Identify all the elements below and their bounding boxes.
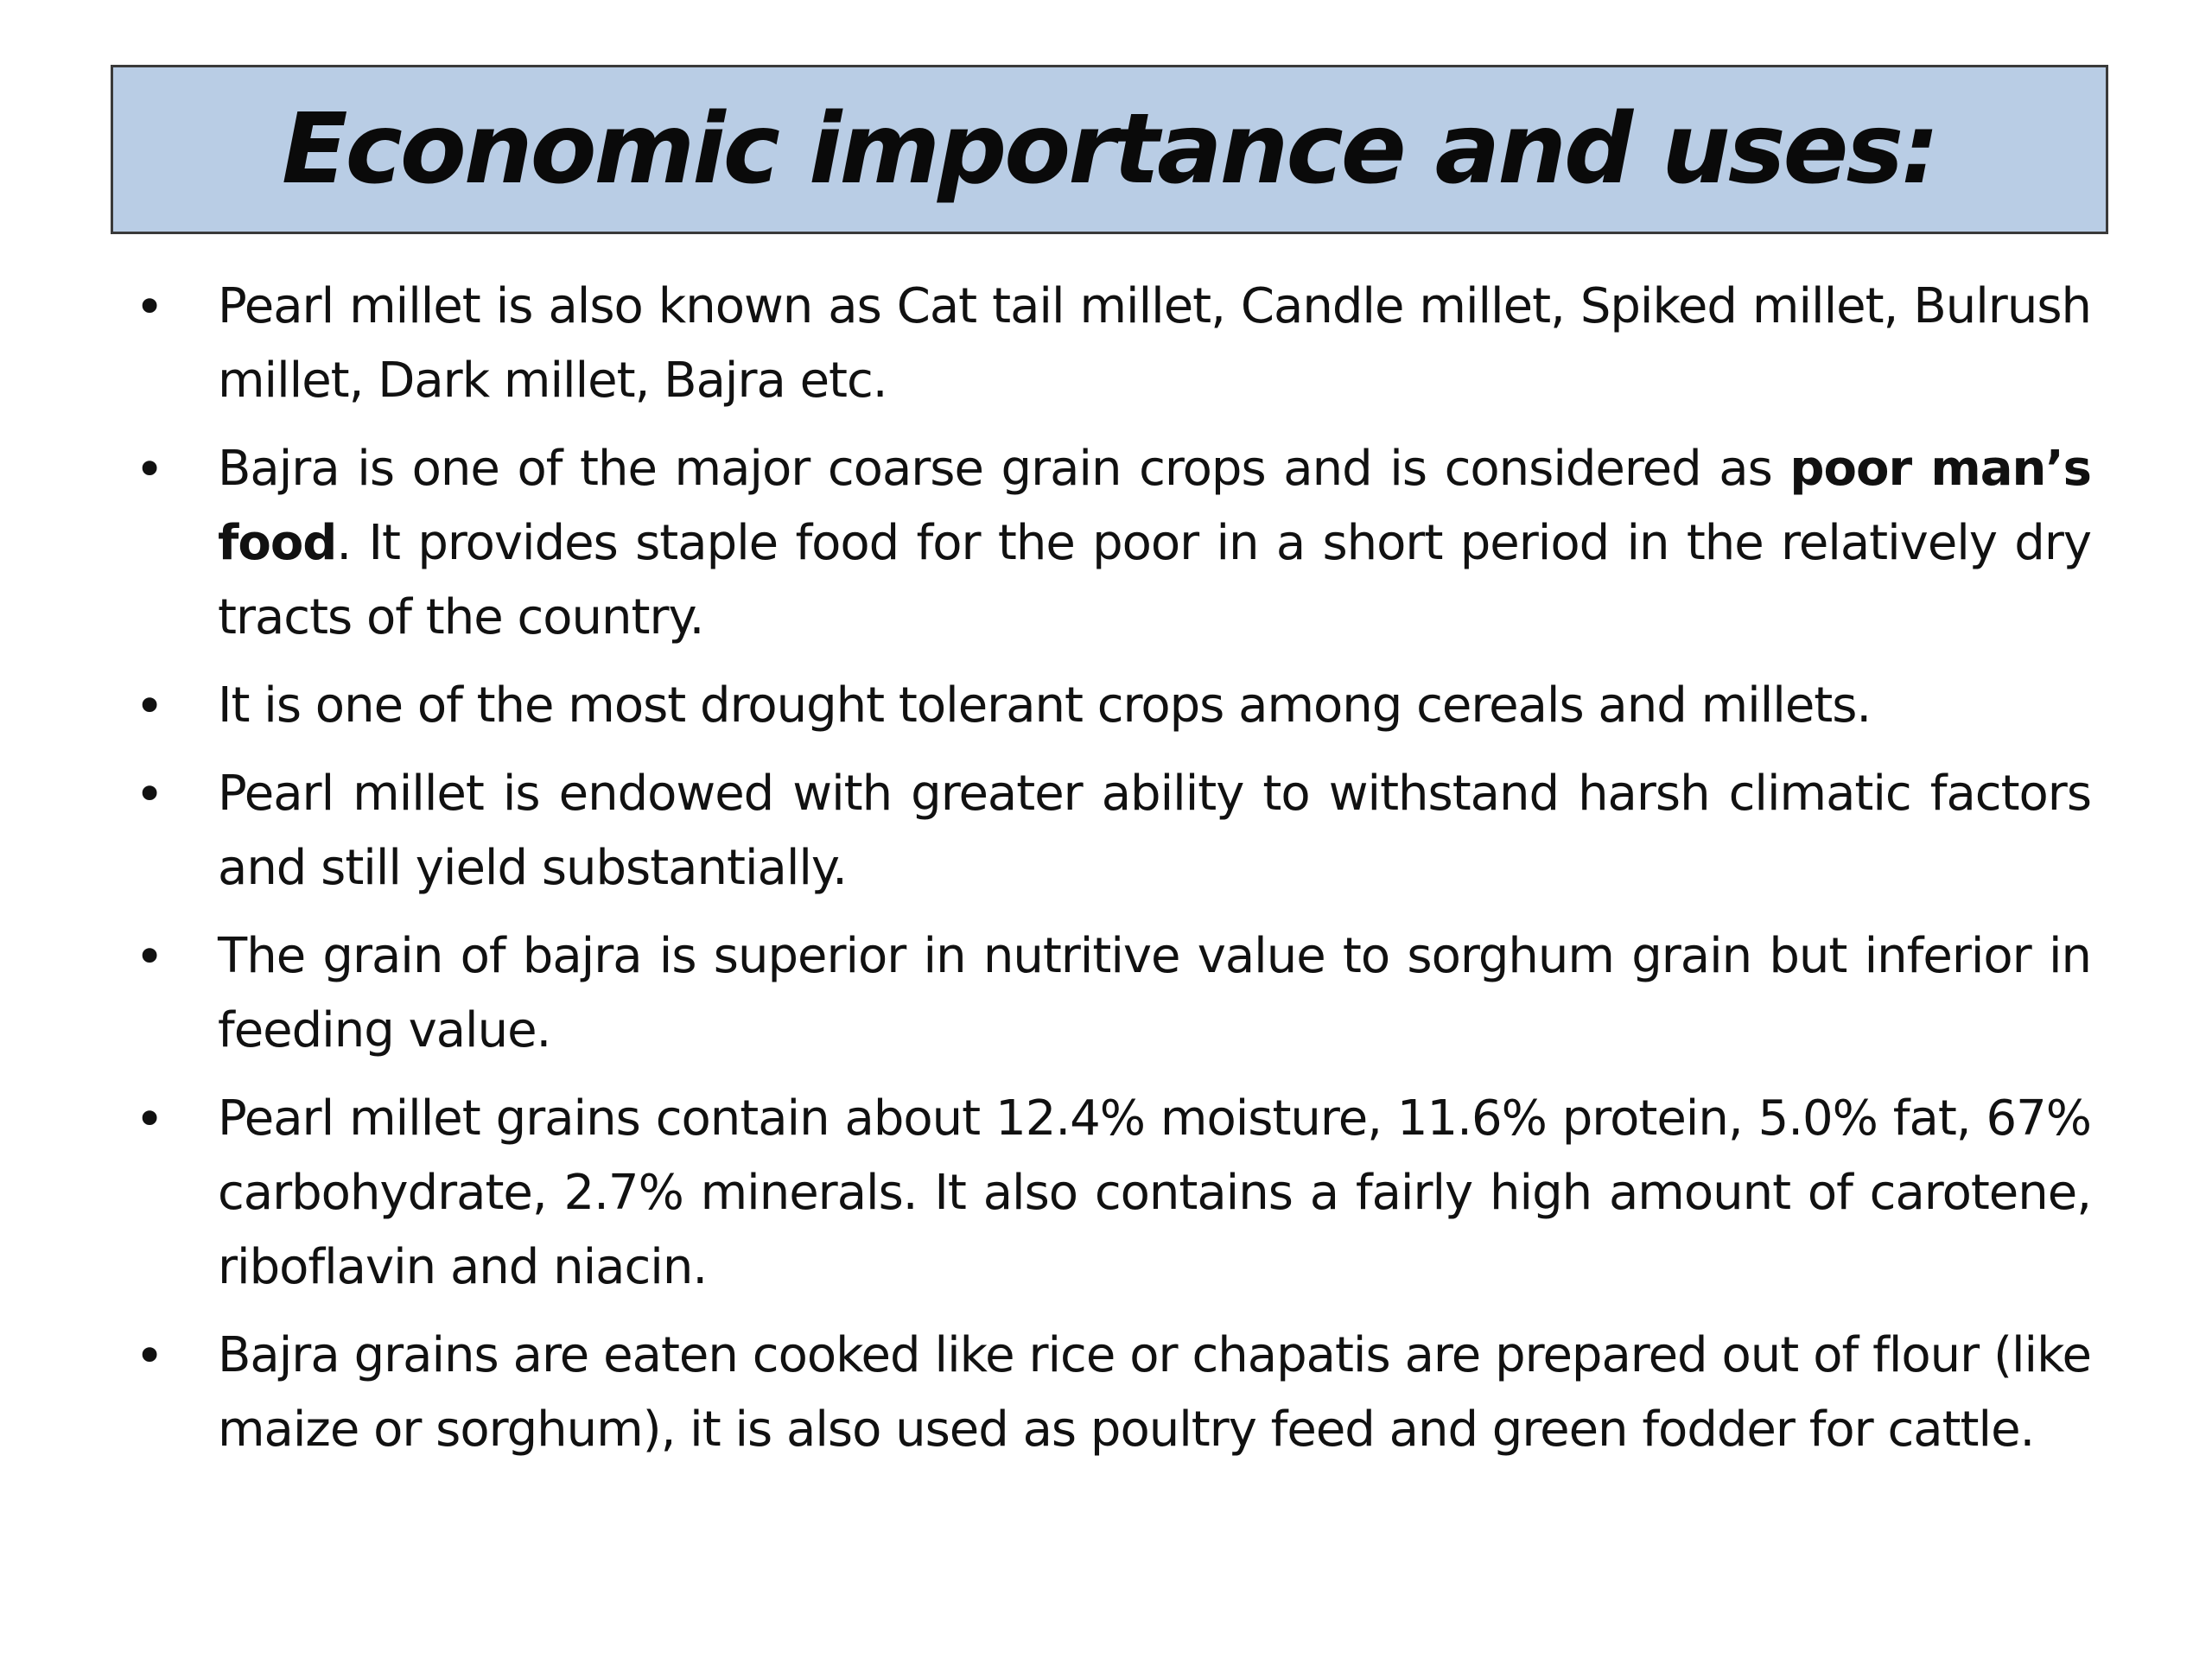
bullet-text: Pearl millet grains contain about 12.4% moisture, 11.6% protein, 5.0% fat, 67% carbohydrate, 2.7% minerals. It also contains a fairly high amount of carotene, riboflavin and niacin. — [218, 1090, 2091, 1295]
bullet-text-emphasis: poor man’s food — [218, 441, 2091, 571]
bullet-list — [130, 270, 2091, 1481]
bullet-icon: • — [135, 277, 165, 336]
bullet-text: Bajra grains are eaten cooked like rice or chapatis are prepared out of flour (like maize or sorghum), it is also used as poultry feed and green fodder for cattle. — [218, 1327, 2091, 1458]
list-item — [130, 1082, 2091, 1305]
bullet-icon: • — [135, 1090, 165, 1148]
slide-title: Economic importance and uses: — [282, 93, 1937, 206]
bullet-text: Pearl millet is also known as Cat tail millet, Candle millet, Spiked millet, Bulrush millet, Dark millet, Bajra etc. — [218, 278, 2091, 409]
bullet-icon: • — [135, 927, 165, 986]
bullet-text: Pearl millet is endowed with greater ability to withstand harsh climatic factors and still yield substantially. — [218, 766, 2091, 896]
bullet-text — [218, 432, 2091, 655]
bullet-icon: • — [135, 677, 165, 735]
bullet-text-part: . It provides staple food for the poor in a short period in the relatively dry tracts of the country. — [218, 515, 2091, 645]
title-banner — [111, 65, 2108, 234]
bullet-text: The grain of bajra is superior in nutritive value to sorghum grain but inferior in feeding value. — [218, 928, 2091, 1058]
list-item — [130, 757, 2091, 906]
bullet-icon: • — [135, 1326, 165, 1385]
bullet-icon: • — [135, 765, 165, 823]
bullet-text: It is one of the most drought tolerant crops among cereals and millets. — [218, 677, 1872, 734]
bullet-text-part: Bajra is one of the major coarse grain crops and is considered as — [218, 441, 1790, 497]
list-item — [130, 270, 2091, 418]
list-item — [130, 1319, 2091, 1467]
list-item — [130, 919, 2091, 1068]
list-item — [130, 432, 2091, 655]
list-item — [130, 669, 2091, 743]
bullet-icon: • — [135, 440, 165, 499]
